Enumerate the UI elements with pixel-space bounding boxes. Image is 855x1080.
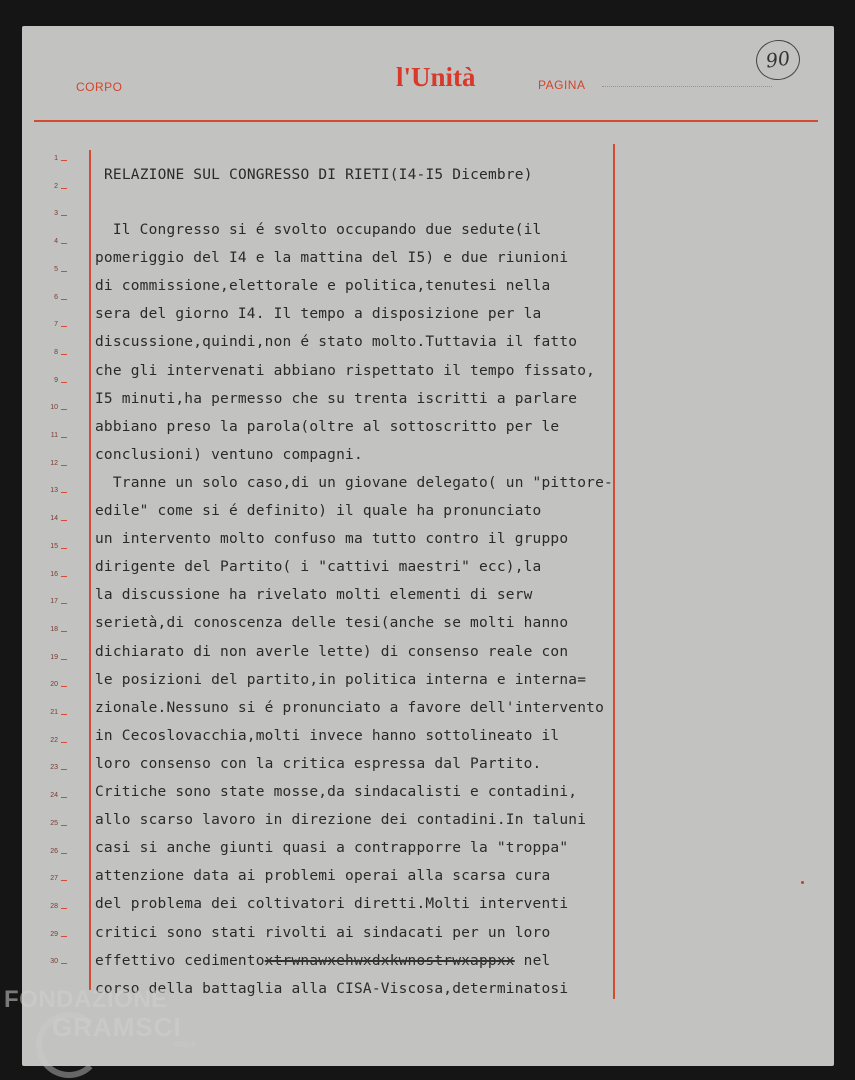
margin-tick — [61, 160, 67, 161]
text-line — [95, 896, 568, 912]
handwritten-page-number: 90 — [753, 37, 802, 83]
margin-number: 8 — [54, 349, 58, 356]
margin-tick — [61, 742, 67, 743]
text-line — [95, 953, 550, 969]
margin-tick — [61, 243, 67, 244]
text-line-content: sera del giorno I4. Il tempo a disposizione per la — [95, 306, 542, 322]
struck-text: xtrwnawxehwxdxkwnostrwxappxx — [264, 953, 515, 969]
text-line — [95, 700, 604, 716]
margin-number: 1 — [54, 155, 58, 162]
margin-number: 14 — [50, 515, 58, 522]
margin-tick — [61, 659, 67, 660]
text-line-content: pomeriggio del I4 e la mattina del I5) e due riunioni — [95, 250, 569, 266]
text-line — [95, 503, 542, 519]
margin-tick — [61, 769, 67, 770]
margin-tick — [61, 631, 67, 632]
text-line-tail: nel — [514, 953, 551, 969]
margin-number: 24 — [50, 792, 58, 799]
left-margin-rule — [89, 150, 91, 990]
right-margin-rule — [613, 144, 615, 999]
text-line-content: Il Congresso si é svolto occupando due sedute(il — [95, 222, 542, 238]
text-line — [95, 250, 568, 266]
text-line-content: dirigente del Partito( i "cattivi maestri" ecc),la — [95, 559, 542, 575]
text-line-content: corso della battaglia alla CISA-Viscosa,determinatosi — [95, 981, 569, 997]
text-line-content: allo scarso lavoro in direzione dei contadini.In taluni — [95, 812, 587, 828]
margin-tick — [61, 603, 67, 604]
margin-tick — [61, 825, 67, 826]
text-line — [95, 728, 559, 744]
text-line — [95, 868, 550, 884]
margin-number: 21 — [50, 709, 58, 716]
text-line — [95, 363, 595, 379]
text-line-content: abbiano preso la parola(oltre al sottoscritto per le — [95, 419, 560, 435]
margin-tick — [61, 299, 67, 300]
margin-number: 27 — [50, 875, 58, 882]
margin-tick — [61, 492, 67, 493]
text-line-content: in Cecoslovacchia,molti invece hanno sottolineato il — [95, 728, 560, 744]
text-line — [95, 672, 586, 688]
margin-tick — [61, 326, 67, 327]
text-line-content: critici sono stati rivolti ai sindacati per un loro — [95, 925, 551, 941]
text-line-content: del problema dei coltivatori diretti.Molti interventi — [95, 896, 569, 912]
text-line — [95, 391, 577, 407]
watermark-line1: FONDAZIONE — [4, 986, 168, 1013]
text-line — [95, 222, 542, 238]
text-line — [95, 644, 568, 660]
margin-number: 4 — [54, 238, 58, 245]
margin-number: 2 — [54, 183, 58, 190]
margin-number: 15 — [50, 543, 58, 550]
watermark-logo-ring — [36, 1012, 102, 1078]
text-line-content: la discussione ha rivelato molti elementi di serw — [95, 587, 533, 603]
text-line-content: dichiarato di non averle lette) di consenso reale con — [95, 644, 569, 660]
text-line — [95, 278, 550, 294]
text-line-content: effettivo cedimento — [95, 953, 265, 969]
margin-tick — [61, 354, 67, 355]
margin-number: 26 — [50, 848, 58, 855]
text-line — [95, 447, 363, 463]
margin-tick — [61, 908, 67, 909]
text-line — [95, 334, 577, 350]
text-line — [95, 475, 613, 491]
margin-number: 7 — [54, 321, 58, 328]
text-line — [95, 784, 577, 800]
margin-tick — [61, 188, 67, 189]
margin-tick — [61, 215, 67, 216]
text-line-content: loro consenso con la critica espressa dal Partito. — [95, 756, 542, 772]
margin-number: 30 — [50, 958, 58, 965]
margin-number: 5 — [54, 266, 58, 273]
watermark-line2: GRAMSCI — [52, 1012, 182, 1042]
margin-number: 29 — [50, 931, 58, 938]
text-line — [95, 531, 568, 547]
document-title: RELAZIONE SUL CONGRESSO DI RIETI(I4-I5 Dicembre) — [104, 167, 533, 183]
margin-tick — [61, 853, 67, 854]
margin-number: 19 — [50, 654, 58, 661]
margin-tick — [61, 437, 67, 438]
margin-number: 13 — [50, 487, 58, 494]
margin-number: 17 — [50, 598, 58, 605]
text-line — [95, 840, 568, 856]
margin-tick — [61, 382, 67, 383]
text-line-content: un intervento molto confuso ma tutto contro il gruppo — [95, 531, 569, 547]
margin-tick — [61, 465, 67, 466]
pagina-dotted-line — [602, 86, 772, 87]
margin-number: 12 — [50, 460, 58, 467]
margin-number: 11 — [50, 432, 58, 439]
margin-number: 28 — [50, 903, 58, 910]
margin-tick — [61, 576, 67, 577]
margin-tick — [61, 271, 67, 272]
margin-tick — [61, 936, 67, 937]
text-line-content: Critiche sono state mosse,da sindacalisti e contadini, — [95, 784, 578, 800]
text-line — [95, 615, 568, 631]
text-line-content: I5 minuti,ha permesso che su trenta iscritti a parlare — [95, 391, 578, 407]
text-line-content: conclusioni) ventuno compagni. — [95, 447, 363, 463]
text-line — [95, 925, 550, 941]
margin-tick — [61, 520, 67, 521]
margin-number: 3 — [54, 210, 58, 217]
text-line-content: di commissione,elettorale e politica,tenutesi nella — [95, 278, 551, 294]
margin-number: 6 — [54, 294, 58, 301]
margin-tick — [61, 880, 67, 881]
margin-number: 20 — [50, 681, 58, 688]
text-line — [95, 812, 586, 828]
text-line — [95, 587, 533, 603]
margin-number: 25 — [50, 820, 58, 827]
corpo-label: CORPO — [76, 80, 123, 94]
text-line-content: edile" come si é definito) il quale ha pronunciato — [95, 503, 542, 519]
text-line-content: le posizioni del partito,in politica interna e interna= — [95, 672, 587, 688]
pagina-label: PAGINA — [538, 78, 586, 92]
margin-tick — [61, 686, 67, 687]
margin-tick — [61, 797, 67, 798]
margin-number: 16 — [50, 571, 58, 578]
text-line — [95, 306, 542, 322]
margin-tick — [61, 714, 67, 715]
margin-number: 23 — [50, 764, 58, 771]
text-line-content: casi si anche giunti quasi a contrapporre la "troppa" — [95, 840, 569, 856]
text-line-content: serietà,di conoscenza delle tesi(anche se molti hanno — [95, 615, 569, 631]
margin-number: 10 — [50, 404, 58, 411]
text-line-content: discussione,quindi,non é stato molto.Tuttavia il fatto — [95, 334, 578, 350]
text-line — [95, 419, 559, 435]
text-line — [95, 559, 542, 575]
watermark-line3: onlus — [174, 1039, 196, 1049]
ink-speck — [801, 881, 804, 884]
header-rule — [34, 120, 818, 122]
margin-number: 22 — [50, 737, 58, 744]
margin-tick — [61, 548, 67, 549]
text-line-content: attenzione data ai problemi operai alla scarsa cura — [95, 868, 551, 884]
text-line — [95, 756, 542, 772]
text-line-content: Tranne un solo caso,di un giovane delegato( un "pittore- — [95, 475, 613, 491]
text-line-content: zionale.Nessuno si é pronunciato a favore dell'intervento — [95, 700, 604, 716]
margin-tick — [61, 409, 67, 410]
margin-number: 18 — [50, 626, 58, 633]
text-line-content: che gli intervenati abbiano rispettato il tempo fissato, — [95, 363, 596, 379]
margin-tick — [61, 963, 67, 964]
margin-number: 9 — [54, 377, 58, 384]
newspaper-title: l'Unità — [396, 62, 476, 92]
